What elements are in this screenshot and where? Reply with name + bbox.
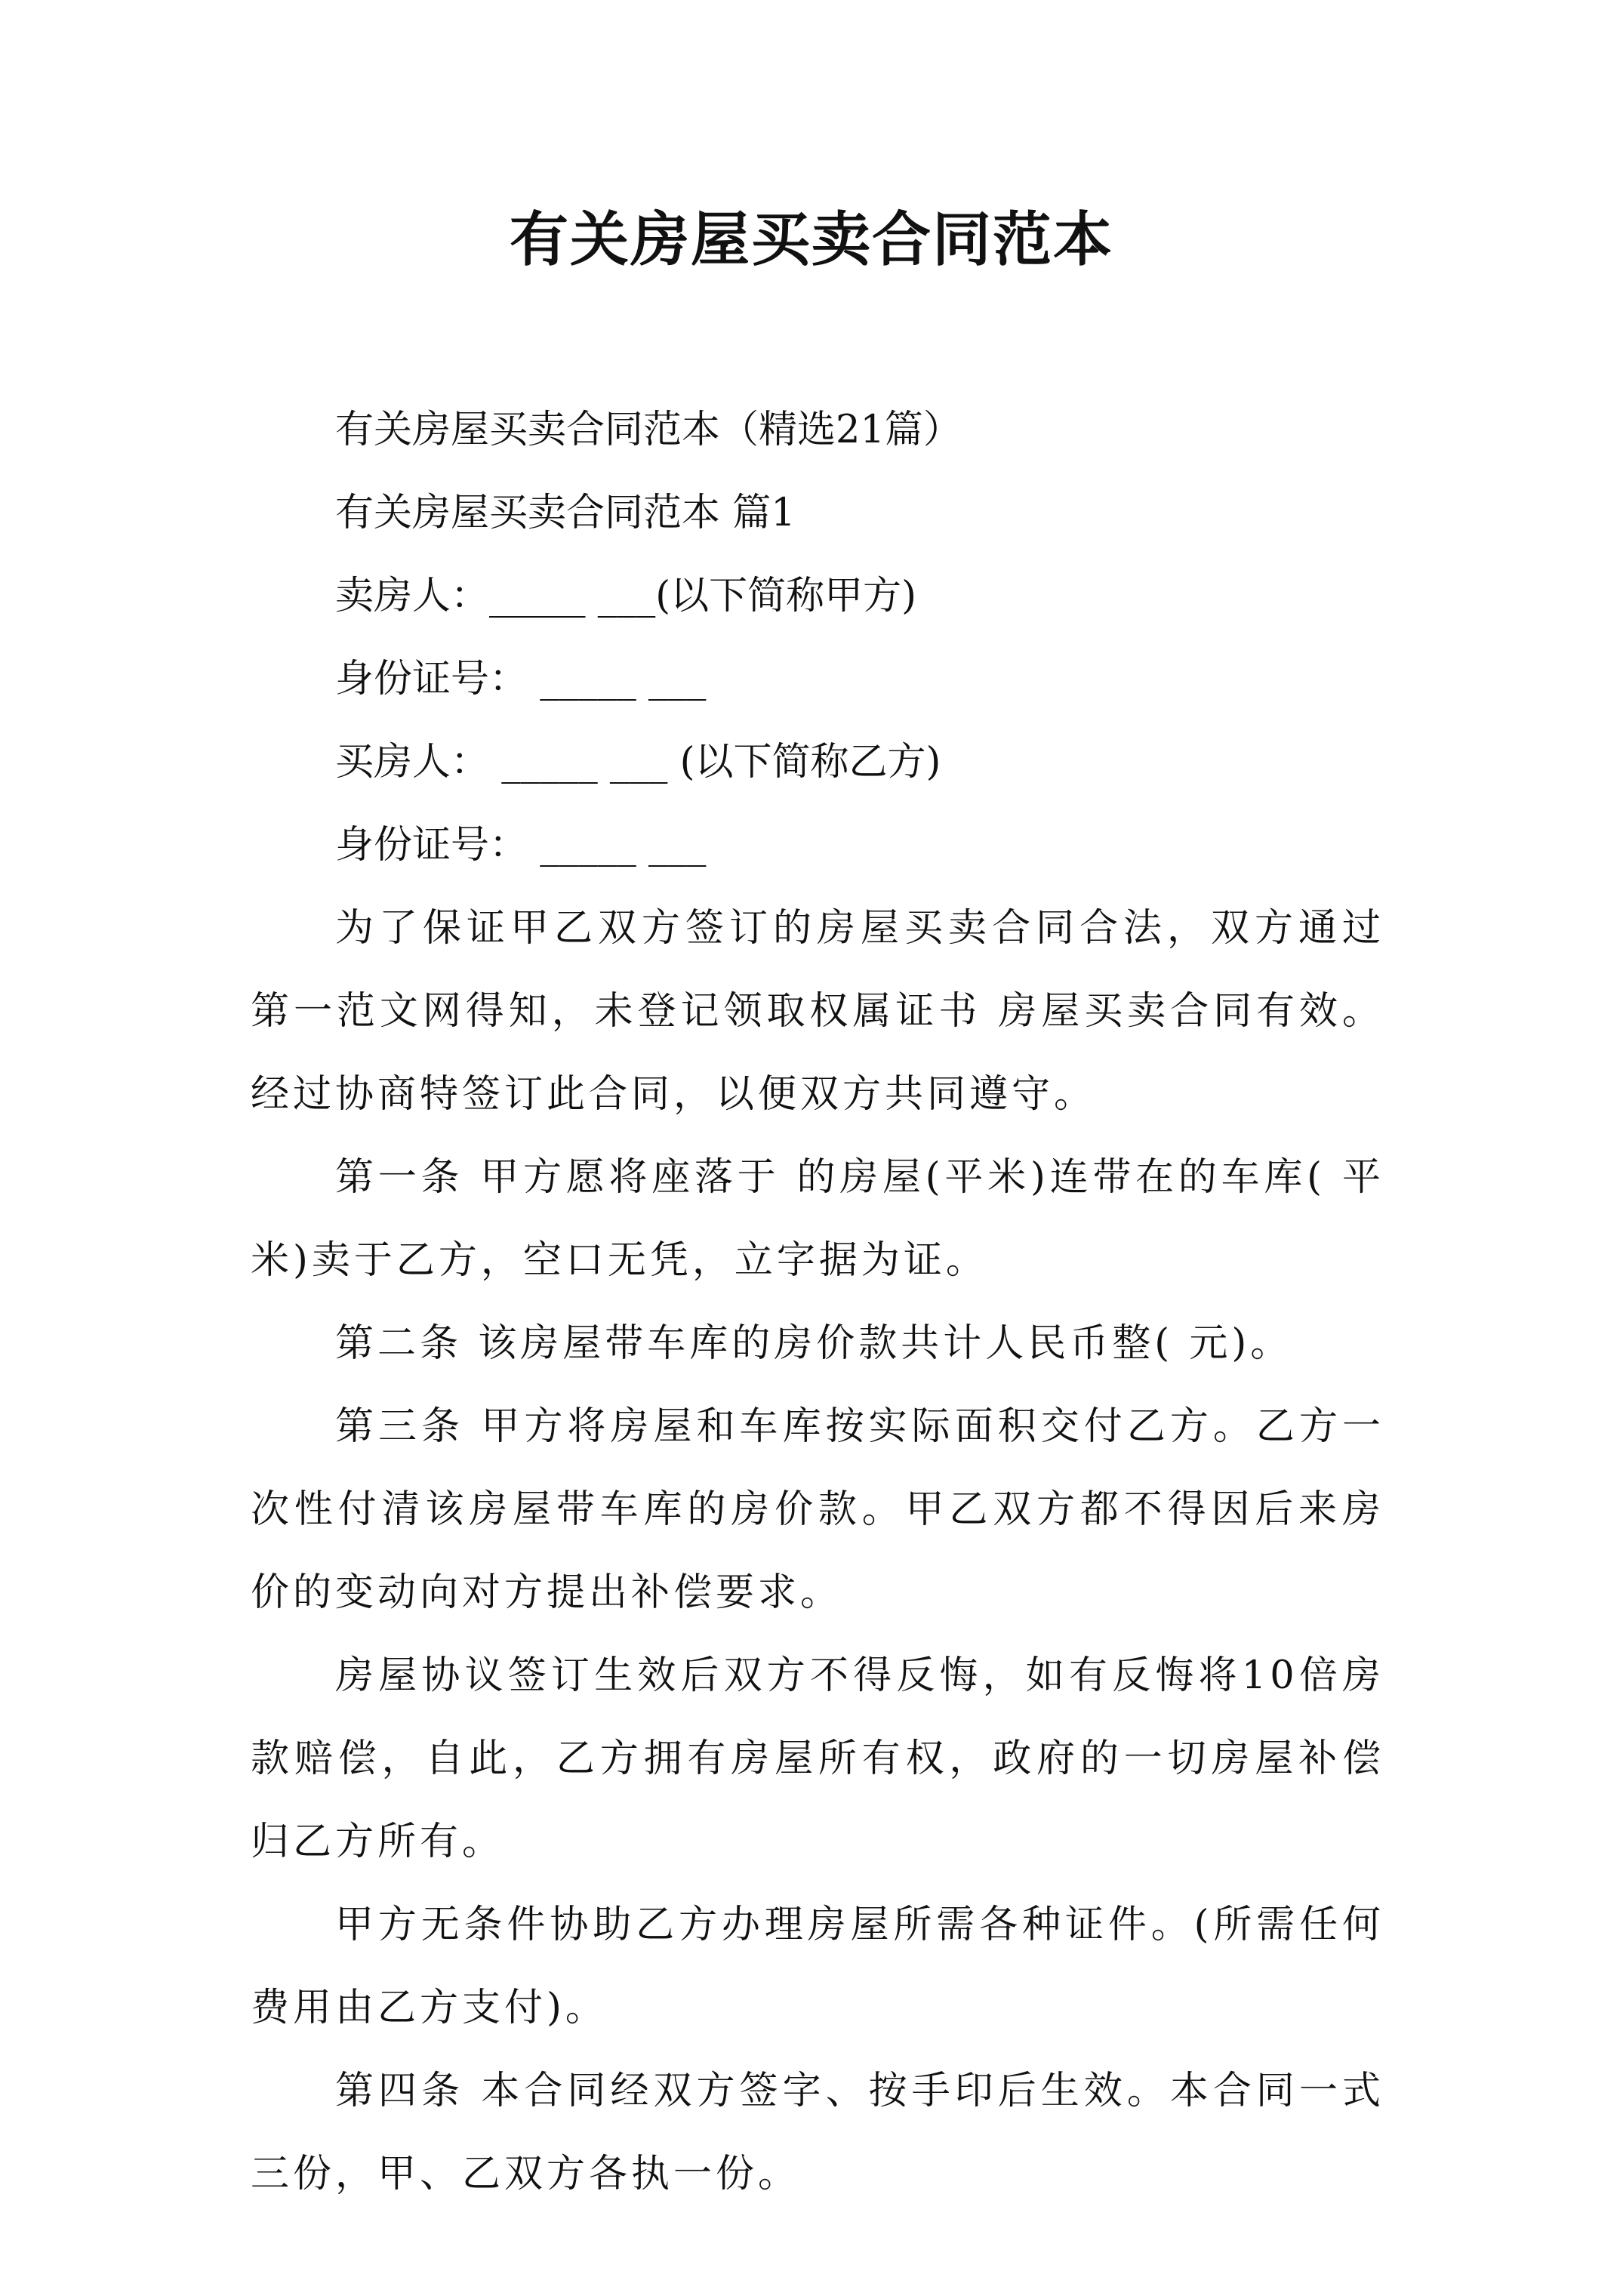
subtitle-line: 有关房屋买卖合同范本（精选21篇） — [335, 408, 962, 452]
paragraph-article-3: 第三条 甲方将房屋和车库按实际面积交付乙方。乙方一次性付清该房屋带车库的房价款。甲乙双方都不得因后来房价的变动向对方提出补偿要求。 — [251, 1404, 1384, 1615]
document-title: 有关房屋买卖合同范本 — [509, 205, 1113, 274]
paragraph-assistance: 甲方无条件协助乙方办理房屋所需各种证件。(所需任何费用由乙方支付)。 — [251, 1903, 1384, 2030]
document-body — [251, 389, 1384, 2216]
section-heading: 有关房屋买卖合同范本 篇1 — [335, 491, 796, 535]
buyer-id-line: 身份证号： _____ ___ — [335, 823, 707, 868]
paragraph-article-2: 第二条 该房屋带车库的房价款共计人民币整( 元)。 — [335, 1321, 1293, 1366]
paragraph-intro: 为了保证甲乙双方签订的房屋买卖合同合法，双方通过第一范文网得知，未登记领取权属证书 房屋买卖合同有效。经过协商特签订此合同，以便双方共同遵守。 — [251, 906, 1384, 1117]
seller-id-line: 身份证号： _____ ___ — [335, 657, 707, 701]
paragraph-article-1: 第一条 甲方愿将座落于 的房屋(平米)连带在的车库( 平米)卖于乙方，空口无凭，立字据为证。 — [251, 1155, 1384, 1283]
buyer-line: 买房人： _____ ___ (以下简称乙方) — [335, 740, 941, 784]
paragraph-article-4: 第四条 本合同经双方签字、按手印后生效。本合同一式三份，甲、乙双方各执一份。 — [251, 2069, 1384, 2196]
seller-line: 卖房人：_____ ___(以下简称甲方) — [335, 574, 917, 618]
paragraph-penalty: 房屋协议签订生效后双方不得反悔，如有反悔将10倍房款赔偿，自此，乙方拥有房屋所有权，政府的一切房屋补偿归乙方所有。 — [251, 1653, 1384, 1864]
